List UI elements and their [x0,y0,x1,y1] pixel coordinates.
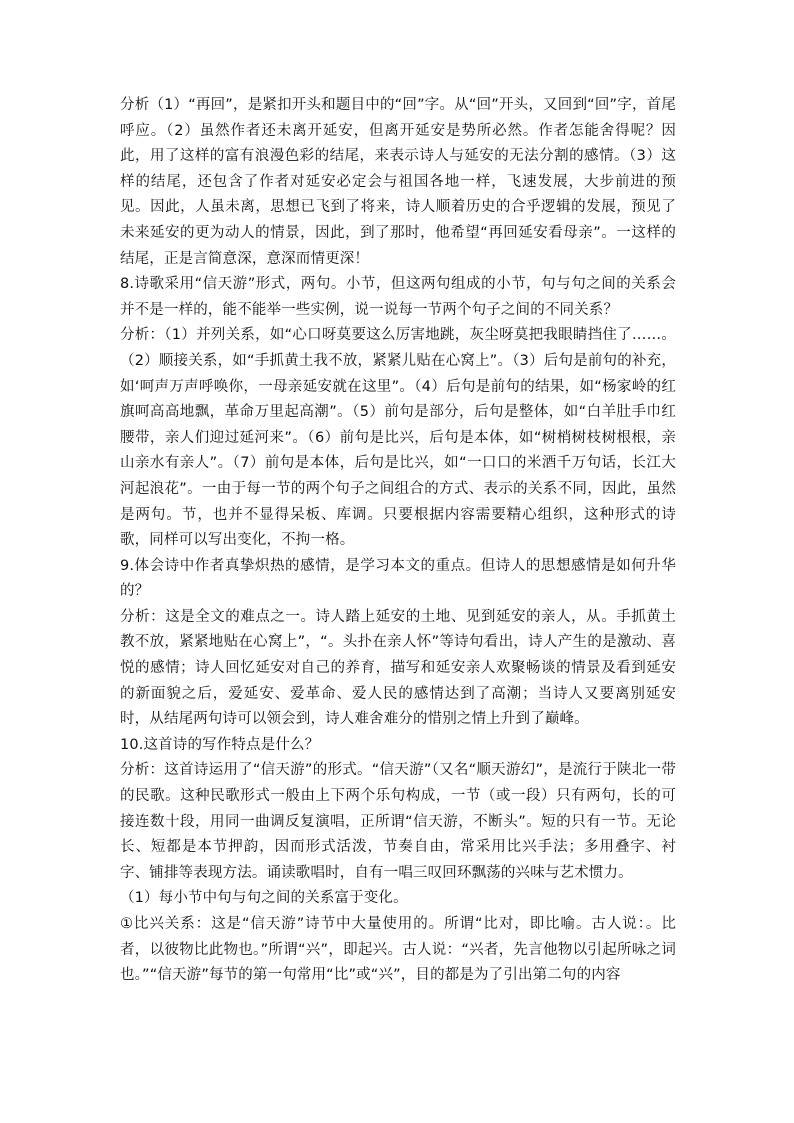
paragraph-analysis-10: 分析：这首诗运用了“信天游”的形式。“信天游”（又名“顺天游幻”，是流行于陕北一带的民歌。这种民歌形式一般由上下两个乐句构成，一节（或一段）只有两句，长的可接连数十段，用同一曲调反复演唱，正所谓“信天游，不断头”。短的只有一节。无论长、短都是本节押韵，因而形式活泼，节奏自由，常采用比兴手法；多用叠字、衬字、铺排等表现方法。诵读歌唱时，自有一唱三叹回环飘荡的兴味与艺术惯力。 [120,762,676,881]
paragraph-analysis-8: 分析：（1）并列关系，如“心口呀莫要这么厉害地跳，灰尘呀莫把我眼睛挡住了……。（2）顺接关系，如“手抓黄土我不放，紧紧儿贴在心窝上”。（3）后句是前句的补充，如‘呵声万声呼唤你，一母亲延安就在这里”。（4）后句是前句的结果，如“杨家岭的红旗呵高高地飘，革命万里起高潮”。（5）前句是部分，后句是整体，如“白羊肚手巾红腰带，亲人们迎过延河来”。（6）前句是比兴，后句是本体，如“树梢树枝树根根，亲山亲水有亲人”。（7）前句是本体，后句是比兴，如“一口口的米酒千万句话，长江大河起浪花”。一由于每一节的两个句子之间组合的方式、表示的关系不同，因此，虽然是两句。节，也并不显得呆板、库调。只要根据内容需要精心组织，这种形式的诗歌，同样可以写出变化，不拘一格。 [120,327,676,549]
paragraph-analysis-9: 分析：这是全文的难点之一。诗人踏上延安的土地、见到延安的亲人，从。手抓黄土教不放，紧紧地贴在心窝上”，“。头扑在亲人怀”等诗句看出，诗人产生的是激动、喜悦的感情；诗人回忆延安对自己的养育，描写和延安亲人欢聚畅谈的情景及看到延安的新面貌之后，爱延安、爱革命、爱人民的感情达到了高潮；当诗人又要离别延安时，从结尾两句诗可以领会到，诗人难舍难分的惜别之情上升到了巅峰。 [120,608,676,728]
document-page [120,93,676,989]
subheading-1: （1）每小节中句与句之间的关系富于变化。 [120,890,408,907]
question-10: 10.这首诗的写作特点是什么？ [120,736,320,753]
paragraph-analysis-ending: 分析（1）“再回”，是紧扣开头和题目中的“回”字。从“回”开头，又回到“回”字，首尾呼应。（2）虽然作者还未离开延安，但离开延安是势所必然。作者怎能舍得呢？因此，用了这样的富有浪漫色彩的结尾，来表示诗人与延安的无法分割的感情。（3）这样的结尾，还包含了作者对延安必定会与祖国各地一样，飞速发展，大步前进的预见。因此，人虽未离，思想已飞到了将来，诗人顺着历史的合乎逻辑的发展，预见了未来延安的更为动人的情景，因此，到了那时，他希望“再回延安看母亲”。一这样的结尾，正是言简意深，意深而情更深！ [120,97,676,267]
question-8: 8.诗歌采用“信天游”形式，两句。小节，但这两句组成的小节，句与句之间的关系会并不是一样的，能不能举一些实例，说一说每一节两个句子之间的不同关系？ [120,276,676,318]
paragraph-bixing: ①比兴关系：这是“信天游”诗节中大量使用的。所谓“比对，即比喻。古人说：。比者，以彼物比此物也。”所谓“兴”，即起兴。古人说：“兴者，先言他物以引起所咏之词也。”“信天游”每节的第一句常用“比”或“兴”，目的都是为了引出第二句的内容 [120,916,676,984]
question-9: 9.体会诗中作者真挚炽热的感情，是学习本文的重点。但诗人的思想感情是如何升华的？ [120,557,676,600]
